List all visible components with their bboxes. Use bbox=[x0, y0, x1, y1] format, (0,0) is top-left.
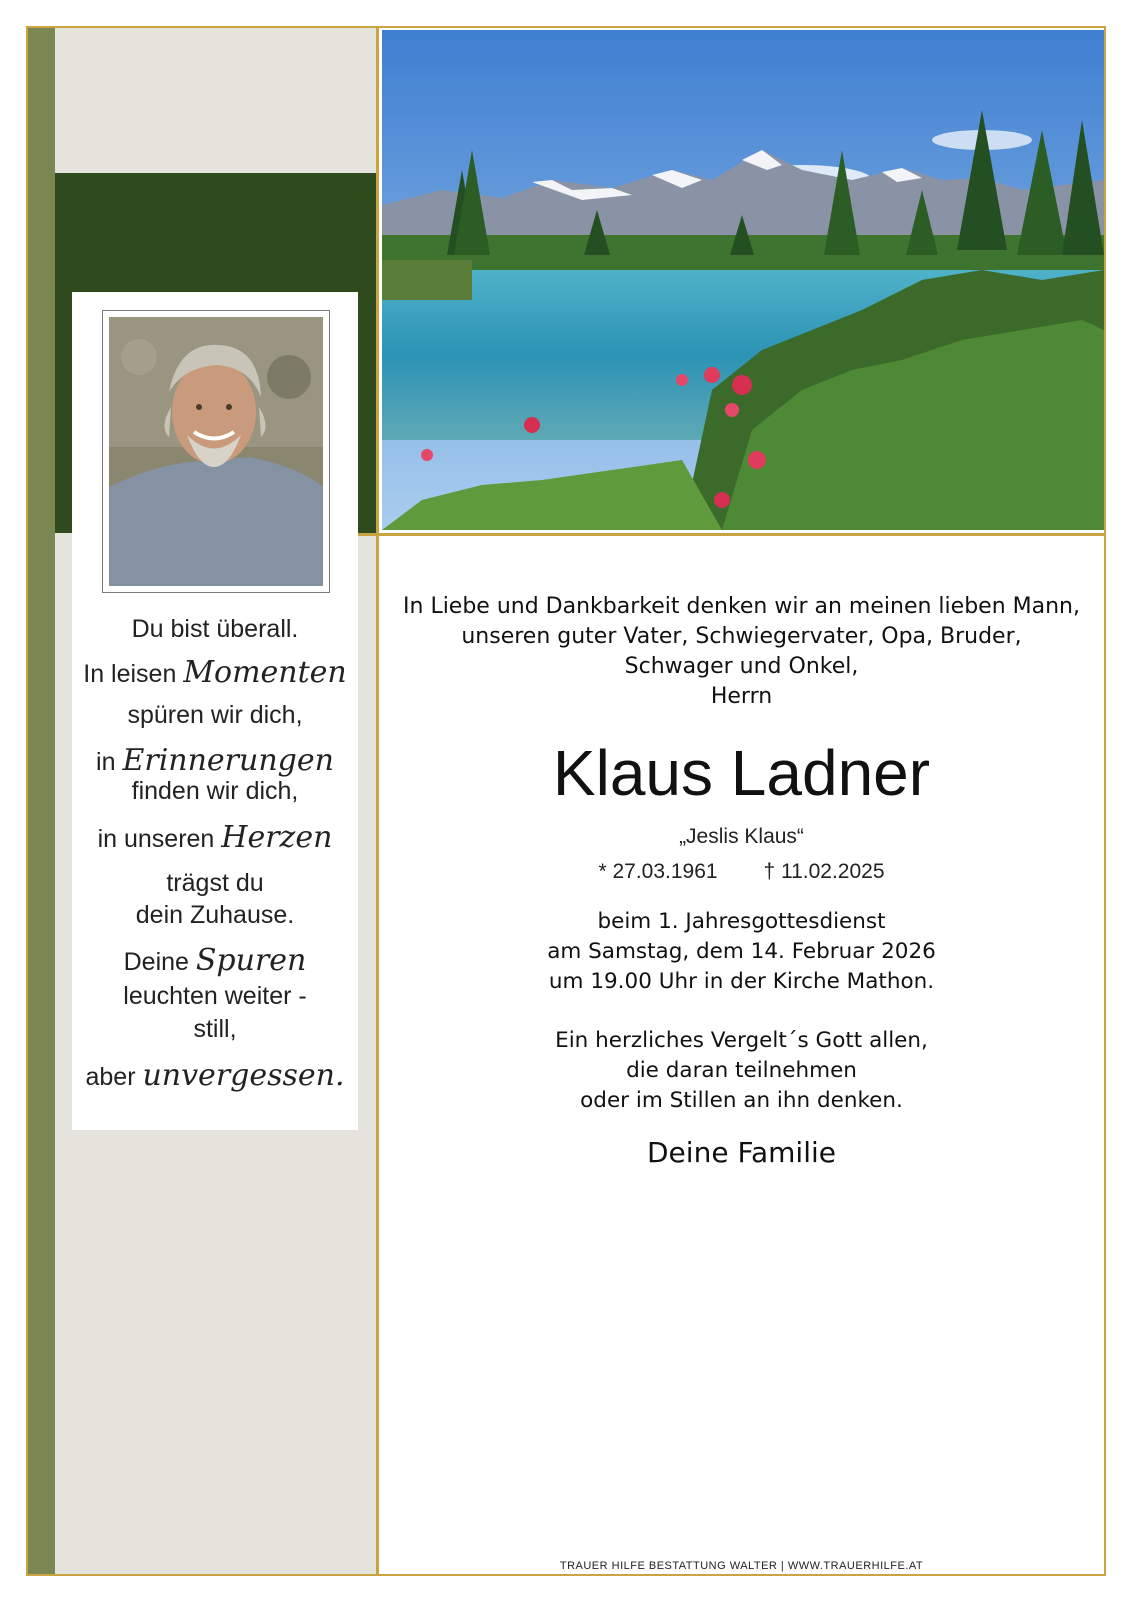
mountain-lake-image bbox=[382, 30, 1104, 530]
poem-text: aber bbox=[85, 1063, 143, 1091]
poem-script-word: Erinnerungen bbox=[122, 743, 334, 778]
poem-line bbox=[72, 655, 358, 690]
poem-text: In leisen bbox=[83, 660, 184, 688]
thanks-line: die daran teilnehmen bbox=[626, 1058, 857, 1083]
thanks-line: Ein herzliches Vergelt´s Gott allen, bbox=[555, 1028, 928, 1053]
thanks-line: oder im Stillen an ihn denken. bbox=[580, 1088, 903, 1113]
birth-date: * 27.03.1961 bbox=[598, 860, 718, 883]
deceased-name: Klaus Ladner bbox=[552, 737, 931, 809]
poem-line bbox=[72, 1058, 358, 1093]
life-dates bbox=[379, 860, 1104, 884]
family-signature: Deine Familie bbox=[647, 1136, 836, 1169]
poem-line: dein Zuhause. bbox=[135, 901, 295, 929]
poem-line: leuchten weiter - bbox=[123, 982, 307, 1010]
poem-line bbox=[72, 743, 358, 778]
poem-line bbox=[72, 943, 358, 978]
poem-text: in bbox=[96, 748, 123, 776]
poem-line: Du bist überall. bbox=[131, 615, 299, 643]
poem-script-word: Herzen bbox=[221, 820, 333, 855]
footer-credit: TRAUER HILFE BESTATTUNG WALTER | WWW.TRAUERHILFE.AT bbox=[559, 1560, 924, 1572]
intro-line: unseren guter Vater, Schwiegervater, Opa, Bruder, bbox=[461, 624, 1022, 649]
poem-line: finden wir dich, bbox=[131, 777, 299, 805]
service-line: um 19.00 Uhr in der Kirche Mathon. bbox=[548, 969, 935, 994]
intro-line: In Liebe und Dankbarkeit denken wir an meinen lieben Mann, bbox=[403, 594, 1080, 619]
intro-line: Schwager und Onkel, bbox=[624, 654, 859, 679]
poem-text: in unseren bbox=[97, 825, 222, 853]
poem-line: trägst du bbox=[166, 869, 264, 897]
deceased-nickname: „Jeslis Klaus“ bbox=[679, 825, 804, 848]
poem-script-word: Momenten bbox=[183, 655, 347, 690]
portrait-frame bbox=[102, 310, 330, 593]
poem-text: Deine bbox=[123, 948, 196, 976]
portrait-photo bbox=[109, 317, 323, 586]
thanks-text bbox=[379, 1026, 1104, 1116]
poem-line: still, bbox=[193, 1015, 237, 1043]
poem-script-word: unvergessen. bbox=[142, 1058, 345, 1093]
intro-text bbox=[379, 592, 1104, 712]
intro-line: Herrn bbox=[710, 684, 773, 709]
olive-side-bar bbox=[28, 28, 55, 1574]
service-line: am Samstag, dem 14. Februar 2026 bbox=[547, 939, 936, 964]
service-line: beim 1. Jahresgottesdienst bbox=[597, 909, 886, 934]
service-info bbox=[379, 907, 1104, 997]
poem-line: spüren wir dich, bbox=[127, 701, 303, 729]
gold-horizontal-divider bbox=[355, 533, 1106, 536]
poem-script-word: Spuren bbox=[195, 943, 307, 978]
death-date: † 11.02.2025 bbox=[763, 860, 885, 883]
poem-line bbox=[72, 820, 358, 855]
